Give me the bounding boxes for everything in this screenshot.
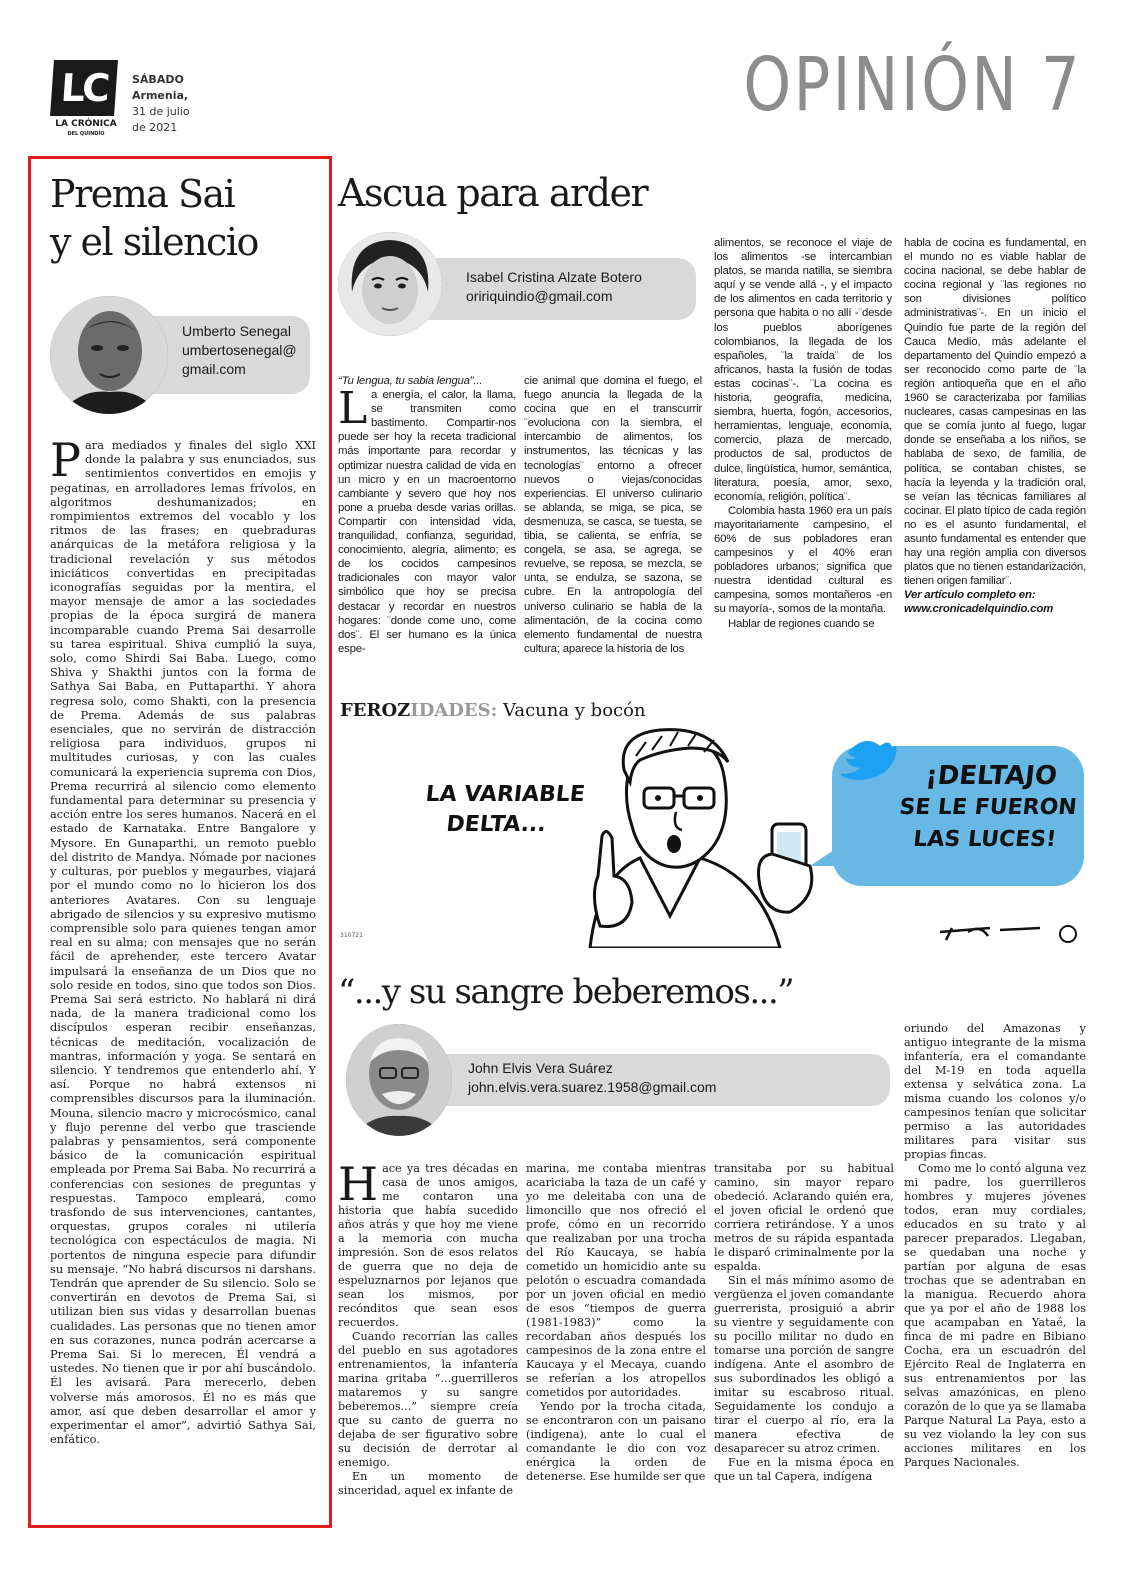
article2-col1-text: a energía, el calor, la llama, se transmiten como bastimento. Compartir-nos puede ser hoy la receta tradicional más importante para recordar y optimizar nuestra calidad de vida en un micro y en un macroentorno cambiante y severo que hoy nos pone a prueba desde varias orillas. Compartir con intensidad vida, tranquilidad, confianza, seguridad, conocimiento, alegría, alimento; es de los cocidos campesinos tradicionales con mayor valor simbólico que hoy se precisa destacar y recordar en nuestros hogares: ¨donde come uno, come dos¨. El ser humano es la única espe- <box>338 389 516 655</box>
logo-subtitle: DEL QUINDÍO <box>67 131 105 137</box>
article1-email-line2: gmail.com <box>182 361 246 377</box>
article1-title-line2: y el silencio <box>50 220 258 264</box>
article3-dropcap: H <box>338 1162 379 1211</box>
cartoon-head-gray: IDADES: <box>410 700 498 721</box>
article3-byline <box>400 1054 890 1106</box>
date-line1: 31 de julio <box>132 105 190 118</box>
article3-col1-text: ace ya tres décadas en casa de unos amigos, me contaron una historia que había sucedido años atrás y que hoy me viene a la memoria con mucha impresión. Son de esos relatos de guerra que no deja de espeluznarnos por lejanos que sean los mismos, por recónditos que sean esos recuerdos. <box>338 1162 518 1329</box>
cartoon-bubble-line2: SE LE FUERON <box>898 795 1078 820</box>
article2-dropcap: L <box>338 383 368 435</box>
cartoon-bubble-line3: LAS LUCES! <box>912 827 1058 852</box>
cartoon-head-bold: FEROZ <box>340 700 411 721</box>
date-day: SÁBADO <box>132 73 184 86</box>
article1-title <box>50 170 320 266</box>
cartoon-bubble-text <box>893 760 1083 856</box>
article3-col1 <box>338 1162 518 1524</box>
article2-col3-text: alimentos, se reconoce el viaje de los alimentos -se intercambian platos, se manda natilla, se siembra aquí y se vende allá -, y el impacto de los alimentos en cada territorio y persona que habita o no allí -¨desde los pueblos aborígenes colombianos, la llegada de los españoles, ¨la traída¨ de los africanos, hasta la fusión de todas estas cocinas¨-. ¨La cocina es historia, geografía, medicina, siembra, huerta, fogón, accesorios, herramientas, lenguaje, economía, comercio, plaza de mercado, productos de sal, productos de dulce, lingüística, humor, semántica, literatura, poesía, amor, sexo, economía, religión, política¨. <box>714 237 892 503</box>
article3-col3 <box>714 1162 894 1524</box>
article1-body <box>50 438 316 1516</box>
article2-col3 <box>714 236 892 672</box>
article1-email-line1: umbertosenegal@ <box>182 342 297 358</box>
article2-author-photo <box>338 232 442 336</box>
article1-author: Umberto Senegal <box>182 323 291 339</box>
article2-more-url[interactable]: www.cronicadelquindio.com <box>904 603 1054 616</box>
article3-col2-text: marina, me contaba mientras acariciaba la taza de un café y yo me deleitaba con una de limoncillo que nos ofreció el profe, cómo en un recorrido que realizaban por una trocha del Río Kaucaya, se había cometido un homicidio ante su pelotón o escuadra comandada por un joven oficial en medio de esos “tiempos de guerra (1981-1983)” como la recordaban años después los campesinos de la zona entre el Kaucaya y el Mecaya, cuando se referían a los atropellos cometidos por autoridades. <box>526 1162 706 1399</box>
article3-col2 <box>526 1162 706 1524</box>
date-city: Armenia, <box>132 89 189 102</box>
article3-col4b-text: Como me lo contó alguna vez mi padre, los guerrilleros hombres y mujeres jóvenes todos, eran muy cordiales, educados en su trato y al parecer preparados. Llegaban, se quedaban una noche y partían por alguna de esas trochas que se adentraban en la manigua. Recuerdo ahora que ya por el año de 1988 los que acampaban en Yataé, la finca de mi padre en Bibiano Cocha, era un escuadrón del Ejército Real de Inglaterra en sus entrenamientos por las selvas amazónicas, en pleno corazón de lo que ya se llamaba Parque Natural La Paya, esto a su vez violando la ley con sus acciones militares en los Parques Nacionales. <box>904 1162 1086 1469</box>
article3-col2b-text: Yendo por la trocha citada, se encontraron con un paisano (indígena), ante lo cual el comandante le dio con voz enérgica la orden de detenerse. Ese humilde ser que <box>526 1400 706 1483</box>
article1-dropcap: P <box>50 438 81 487</box>
cartoon-heading <box>340 700 646 721</box>
article2-email: oririquindio@gmail.com <box>466 288 613 304</box>
article3-col1b-text: Cuando recorrían las calles del pueblo en sus agotadores entrenamientos, la infantería marina gritaba “...guerrilleros mataremos y su sangre beberemos...” siempre creía que su canto de guerra no dejaba de ser figurativo sobre su decisión de derrotar al enemigo. <box>338 1330 518 1469</box>
article2-title: Ascua para arder <box>338 171 648 215</box>
article2-col3c-text: Hablar de regiones cuando se <box>728 617 875 630</box>
article3-author-photo <box>346 1024 452 1136</box>
article1-text: ara mediados y finales del siglo XXI donde la palabra y sus enunciados, sus sentimientos convertidos en emojis y pegatinas, en arrolladores lemas frívolos, en algoritmos deshumanizados; en rompimientos extremos del vocablo y los ritmos de las frases; en quebraduras anárquicas de la metáfora religiosa y la tradicional revelación y sus métodos iniciáticos convertidas en precipitadas iconografías seguidas por la mentira, el mayor mensaje de amor a las sociedades propias de la época surgirá de manera incomparable cuando Prema Sai desarrolle su tarea espiritual. Shiva cumplió la suya, solo, como Shirdi Sai Baba. Luego, como Shiva y Shakthi juntos con la forma de Sathya Sai Baba, en Puttaparthi. Y ahora regresa solo, como Shakti, con la presencia de Prema. Además de sus palabras esenciales, que no servirán de distracción religiosa para individuos, grupos ni multitudes curiosas, y con las cuales comunicará la experiencia suprema con Dios, Prema recurrirá al silencio como elemento fundamental para determinar su presencia y acción entre los seres humanos. Nacerá en el estado de Karnataka. Entre Bangalore y Mysore. En Gunaparthi, un remoto pueblo del distrito de Mandya. Nómade por naciones y culturas, por pueblos y megaurbes, viajará por el mundo como no lo hicieron los dos anteriores Avatares. Con su lenguaje abrigado de silencios y su expresivo mutismo comprensible solo para quienes tengan amor real en su alma; con mensajes que no serán fácil de aprehender, este tercero Avatar impulsará la enseñanza de un Dios que no solo reside en todos, sino que todos son Dios. Prema Sai será estricto. No hablará ni dirá nada, de la manera tradicional como los discípulos esperan recibir enseñanzas, técnicas de meditación, vocalización de mantras, información y yoga. Se sentará en silencio. Y tendremos que entenderlo ahí. Y así. Porque no habrá extensos ni comprensibles discursos para la iluminación. Mouna, silencio macro y microcósmico, canal y flujo perenne del verbo que trasciende palabras y pensamientos, será componente básico de la comunicación espiritual empleada por Prema Sai Baba. No recurrirá a conferencias con sesiones de preguntas y respuestas. Tampoco empleará, como trasfondo de sus intervenciones, cantantes, orquestas, grupos corales ni utilería tecnológica con espectáculos de magia. Ni portentos de ninguna especie para difundir su mensaje. “No habrá discursos ni darshans. Tendrán que aprender de Su silencio. Solo se convertirán en devotos de Prema Sai, si utilizan bien sus vidas y desarrollan buenas cualidades. Las personas que no tienen amor en sus corazones, nunca podrán acercarse a Prema Sai. Si lo merecen, Él vendrá a ustedes. No tienen que ir por ahí buscándolo. Él les avisará. Para merecerlo, deben volverse más amorosos. Él no es más que amor, así que deben desarrollar el amor y experimentar el amor”, advirtió Sathya Sai, enfático. <box>50 438 316 1447</box>
article2-author: Isabel Cristina Alzate Botero <box>466 269 642 285</box>
cartoon-left-line2: DELTA... <box>445 812 548 837</box>
article3-col3c-text: Fue en la misma época en que un tal Capera, indígena <box>714 1456 894 1483</box>
article3-email: john.elvis.vera.suarez.1958@gmail.com <box>468 1079 717 1095</box>
article2-col1 <box>338 374 516 674</box>
article2-col2: cie animal que domina el fuego, el fuego anuncia la llegada de la cocina que en el transcurrir ¨evoluciona con la siembra, el intercambio de alimentos, los instrumentos, las técnicas y las tecnologías¨ entorno a ofrecer nuevos o viejas/conocidas experiencias. El universo culinario se ablanda, se miga, se pica, se desmenuza, se casca, se tuesta, se tibia, se calienta, se enfría, se congela, se asa, se agrega, se revuelve, se reposa, se mezcla, se unta, se endulza, se sazona, se cubre. En la antropología del universo culinario se habla de la alimentación, de la cocina como elemento fundamental de nuestra cultura; aparece la historia de los <box>524 375 702 655</box>
article2-col3b-text: Colombia hasta 1960 era un país mayoritariamente campesino, el 60% de sus pobladores eran campesinos y el 40% eran pobladores urbanos; significa que nuestra identidad cultural es campesina, somos montañeros -en su mayoría-, somos de la montaña. <box>714 504 892 616</box>
article1-title-line1: Prema Sai <box>50 172 235 216</box>
cartoon-head-title: Vacuna y bocón <box>502 700 646 721</box>
issue-date <box>132 72 190 136</box>
article3-col4 <box>904 1022 1086 1524</box>
date-line2: de 2021 <box>132 121 178 134</box>
article2-col4 <box>904 236 1086 672</box>
article3-author: John Elvis Vera Suárez <box>468 1060 613 1076</box>
cartoon-left-line1: LA VARIABLE <box>424 782 587 807</box>
article3-col4-text: oriundo del Amazonas y antiguo integrante de la misma infantería, era el comandante del M-19 en toda aquella extensa y selvática zona. La misma cuando los colonos y/o campesinos tenían que solicitar permiso a las autoridades militares para visitar sus propias fincas. <box>904 1022 1086 1161</box>
cartoon-code: 310721 <box>340 932 363 939</box>
article2-col4-text: habla de cocina es fundamental, en el mundo no es viable hablar de cocina nacional, se debe hablar de cocina regional y ¨las regiones no son divisiones político administrativas¨-. En un inicio el Quindío fue parte de la región del Cauca Medio, más adelante el departamento del Quindío empezó a ser reconocido como parte de ¨la región antioqueña que en el año 1960 se caracterizaba por familias nucleares, casas campesinas en las que se comía junto al fuego, lugar donde se enseñaba a los niños, se hablaba de sexo, de familia, de política, se contaban chistes, se hacía la leyenda y la tradición oral, se veían las técnicas familiares al cocinar. El plato típico de cada región no es el asunto fundamental, el asunto fundamental es entender que hay una región amplia con diversos platos que no tienen estandarización, tienen origen familiar¨. <box>904 237 1086 588</box>
newspaper-logo: LC <box>50 60 118 116</box>
article1-author-photo <box>50 296 168 414</box>
article3-col3-text: transitaba por su habitual camino, sin mayor reparo obedeció. Aclarando quién era, el joven oficial le ordenó que corriera retirándose. Y a unos metros de su rápida espantada le disparó criminalmente por la espalda. <box>714 1162 894 1273</box>
article2-byline <box>400 258 696 320</box>
article3-col3b-text: Sin el más mínimo asomo de vergüenza el joven comandante guerrerista, prosiguió a abrir su vientre y seguidamente con su pocillo militar no dudo en tomarse una porción de sangre indígena. Ante el asombro de sus subordinados les obligó a imitar su escabroso ritual. Seguidamente los condujo a tirar el cuerpo al río, era la manera efectiva de desaparecer su atroz crimen. <box>714 1274 894 1455</box>
article3-title: “...y su sangre beberemos...” <box>338 972 794 1012</box>
article2-epigraph: “Tu lengua, tu sabia lengua”... <box>338 375 483 387</box>
cartoon <box>340 726 1092 948</box>
cartoon-left-text <box>421 780 587 840</box>
logo-name: LA CRÓNICA <box>55 119 117 129</box>
cartoon-bubble-line1: ¡DELTAJO <box>924 761 1059 791</box>
section-title: OPINIÓN 7 <box>743 42 1082 128</box>
article2-more-label: Ver artículo completo en: <box>904 589 1036 602</box>
article3-col1c-text: En un momento de sinceridad, aquel ex infante de <box>338 1470 518 1497</box>
